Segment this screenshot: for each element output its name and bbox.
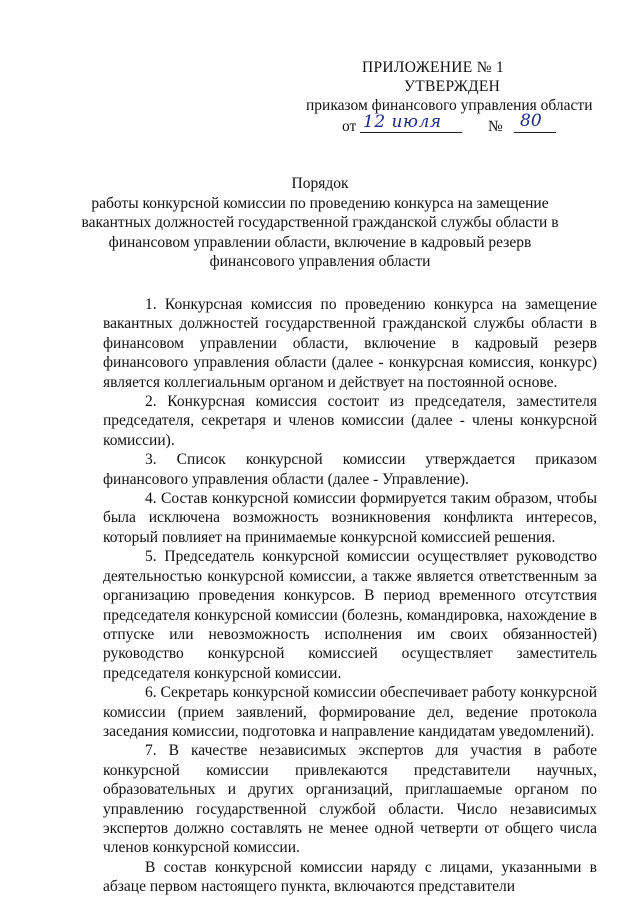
paragraph-7-continued: В состав конкурсной комиссии наряду с лицами, указанными в абзаце первом настоящего пункта, включаются представители (103, 858, 597, 896)
appendix-label: ПРИЛОЖЕНИЕ № 1 (362, 59, 505, 76)
title-heading: Порядок (291, 175, 349, 192)
paragraph-7: 7. В качестве независимых экспертов для участия в работе конкурсной комиссии привлекаются представители научных, образовательных и других организаций, приглашаемые органом по управлению государственной службой области. Число независимых экспертов должно составлять не менее одной четверти от общего числа членов конкурсной комиссии. (103, 742, 597, 857)
title-line: финансовом управлении области, включение в кадровый резерв (108, 233, 532, 251)
date-number-line (300, 111, 600, 137)
document-title (60, 174, 580, 272)
number-underline (514, 132, 556, 133)
date-underline (360, 132, 462, 133)
paragraph-6: 6. Секретарь конкурсной комиссии обеспечивает работу конкурсной комиссии (прием заявлений, формирование дел, ведение протокола заседания комиссии, подготовка и направление кандидатам уведомлений). (103, 684, 597, 740)
approved-label: УТВЕРЖДЕН (404, 78, 501, 95)
paragraph-5: 5. Председатель конкурсной комиссии осуществляет руководство деятельностью конкурсной комиссии, а также является ответственным за организацию проведения конкурсов. В период временного отсутствия председателя конкурсной комиссии (болезнь, командировка, нахождение в отпуске или невозможность исполнения им своих обязанностей) руководство конкурсной комиссией осуществляет заместитель председателя конкурсной комиссии. (103, 548, 597, 682)
paragraph-3: 3. Список конкурсной комиссии утверждается приказом финансового управления области (далее - Управление). (103, 451, 597, 488)
order-of-label: приказом финансового управления области (306, 97, 593, 114)
handwritten-number: 80 (520, 111, 542, 131)
approval-header (300, 58, 600, 137)
title-line: работы конкурсной комиссии по проведению конкурса на замещение (91, 194, 549, 212)
paragraph-2: 2. Конкурсная комиссия состоит из председателя, заместителя председателя, секретаря и членов комиссии (далее - члены конкурсной комиссии). (103, 393, 597, 449)
paragraph-4: 4. Состав конкурсной комиссии формируется таким образом, чтобы была исключена возможность возникновения конфликта интересов, который повлияет на принимаемые конкурсной комиссией решения. (103, 490, 597, 546)
number-label: № (488, 118, 503, 135)
title-line: финансового управления области (209, 253, 431, 270)
paragraph-1: 1. Конкурсная комиссия по проведению конкурса на замещение вакантных должностей государственной гражданской службы области в финансовом управлении области, включение в кадровый резерв финансового управления области (далее - конкурсная комиссия, конкурс) является коллегиальным органом и действует на постоянной основе. (103, 296, 597, 391)
handwritten-date: 12 июля (363, 112, 442, 132)
from-label: от (342, 118, 357, 135)
title-line: вакантных должностей государственной гражданской службы области в (81, 214, 559, 231)
document-body (103, 295, 597, 897)
